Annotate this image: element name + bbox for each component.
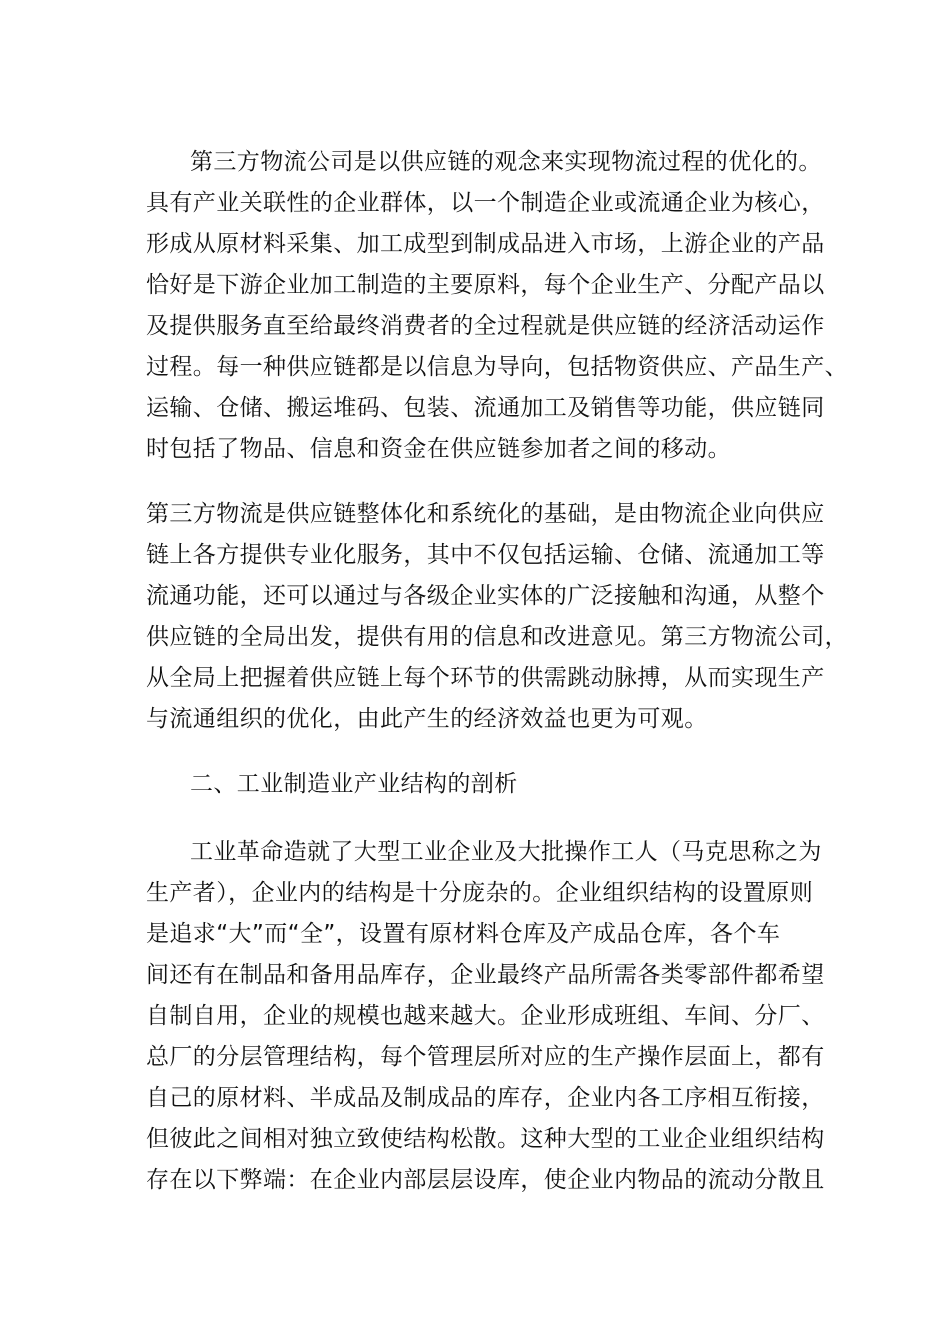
section-heading xyxy=(146,764,826,805)
text-line: 工业革命造就了大型工业企业及大批操作工人（马克思称之为 xyxy=(190,839,822,865)
text-line: 链上各方提供专业化服务，其中不仅包括运输、仓储、流通加工等 xyxy=(146,542,825,568)
text-line: 及提供服务直至给最终消费者的全过程就是供应链的经济活动运作 xyxy=(146,313,825,339)
text-line: 是追求“大”而“全”，设置有原材料仓库及产成品仓库，各个车 xyxy=(146,921,781,947)
text-line: 运输、仓储、搬运堆码、包装、流通加工及销售等功能，供应链同 xyxy=(146,395,825,421)
text-line: 具有产业关联性的企业群体，以一个制造企业或流通企业为核心， xyxy=(146,190,825,216)
text-line: 第三方物流是供应链整体化和系统化的基础，是由物流企业向供应 xyxy=(146,501,825,527)
paragraph-third-party-logistics-basis xyxy=(146,494,848,740)
text-line: 与流通组织的优化，由此产生的经济效益也更为可观。 xyxy=(146,706,708,732)
text-line: 间还有在制品和备用品库存，企业最终产品所需各类零部件都希望 xyxy=(146,962,825,988)
section-heading-text: 二、工业制造业产业结构的剖析 xyxy=(190,771,518,797)
text-line: 自己的原材料、半成品及制成品的库存，企业内各工序相互衔接， xyxy=(146,1085,825,1111)
text-line: 时包括了物品、信息和资金在供应链参加者之间的移动。 xyxy=(146,436,731,462)
text-line: 总厂的分层管理结构，每个管理层所对应的生产操作层面上，都有 xyxy=(146,1044,825,1070)
text-line: 但彼此之间相对独立致使结构松散。这种大型的工业企业组织结构 xyxy=(146,1126,825,1152)
text-line: 过程。每一种供应链都是以信息为导向，包括物资供应、产品生产、 xyxy=(146,354,848,380)
text-line: 第三方物流公司是以供应链的观念来实现物流过程的优化的。 xyxy=(190,149,822,175)
paragraph-supply-chain-concept xyxy=(146,142,848,470)
text-line: 流通功能，还可以通过与各级企业实体的广泛接触和沟通，从整个 xyxy=(146,583,825,609)
text-line: 供应链的全局出发，提供有用的信息和改进意见。第三方物流公司， xyxy=(146,624,848,650)
text-line: 形成从原材料采集、加工成型到制成品进入市场，上游企业的产品 xyxy=(146,231,825,257)
text-line: 存在以下弊端：在企业内部层层设库，使企业内物品的流动分散且 xyxy=(146,1167,825,1193)
text-line: 恰好是下游企业加工制造的主要原料，每个企业生产、分配产品以 xyxy=(146,272,825,298)
text-line: 生产者），企业内的结构是十分庞杂的。企业组织结构的设置原则 xyxy=(146,880,814,906)
text-line: 自制自用，企业的规模也越来越大。企业形成班组、车间、分厂、 xyxy=(146,1003,825,1029)
text-line: 从全局上把握着供应链上每个环节的供需跳动脉搏，从而实现生产 xyxy=(146,665,825,691)
paragraph-industrial-structure xyxy=(146,832,826,1201)
